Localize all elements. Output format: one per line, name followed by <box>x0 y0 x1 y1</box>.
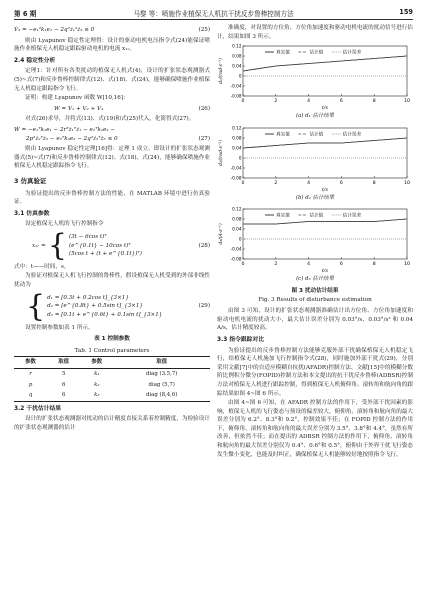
section-heading: 3.2 干扰估计结果 <box>14 405 62 412</box>
legend-label: 真实值 <box>276 213 290 219</box>
table-row: p 6 k₂ diag (5,7) <box>28 381 175 388</box>
table-row: q 6 k₃ diag (8,4,6) <box>14 390 210 401</box>
x-tick-label: 10 <box>404 262 410 268</box>
y-tick-label: 0.08 <box>232 53 242 59</box>
legend-label: 估计误差 <box>342 132 362 138</box>
control-parameters-table <box>14 356 210 401</box>
x-tick-label: 2 <box>274 262 278 268</box>
equation-27: Ẇ = −e₁ᵀk₁e₁ − 2rᵀż₁ᵀż₁ − e₂ᵀk₂e₂ − 2p²ż₂ᵀż₂ − e₃ᵀk₃e₃ − 2q²ż₃ᵀż₃ ≤ 0 (27) <box>14 126 210 142</box>
x-tick-label: 2 <box>274 99 278 105</box>
equation-29: { d₁ = [0.3t + 0.2cos t]_{3×1} d₂ = [e^{0.8t} + 0.5sin t]_{3×1} d₃ = [0.1t + e^{0.6t} + 0.1sin t]_{3×1} (29) <box>26 288 210 324</box>
subfigure-caption: (c) d₃ 估计结果 <box>296 276 334 283</box>
x-tick-label: 10 <box>404 180 410 186</box>
plot-frame <box>243 128 407 178</box>
figure-caption: 图 3 扰动估计结果 <box>291 287 339 294</box>
figure-caption-en: Fig. 3 Results of disturbance estimation <box>258 296 372 303</box>
x-axis-label: t/s <box>321 106 329 111</box>
series-line-2 <box>243 219 407 224</box>
equation-25: V̇₃ = −e₁²k₁e₁ − 2q²ż₁²ż₃ ≤ 0 (25) <box>14 27 210 33</box>
paragraph: 由图 3 可知，设计的扩张状态观测器准确估计出方位角、方位角加速度和驱动电机电流的扰动大小，最大估计误差分别为 0.03°/s、0.03°/s² 和 0.04 A/s，估计精度较高。 <box>217 308 413 332</box>
y-tick-label: 0.12 <box>232 125 242 131</box>
y-tick-label: -0.04 <box>230 246 242 252</box>
y-tick-label: 0.04 <box>232 63 242 69</box>
y-tick-label: -0.04 <box>230 165 242 171</box>
table-row: r 5 k₁ diag (3.5,7) <box>29 371 178 378</box>
paragraph: 对式(26)求导，并将式(13)、式(19)和式(25)代入，化简得式(27)。 <box>25 116 195 123</box>
header-rule <box>14 19 413 20</box>
y-axis-label: d₂/(rad·s⁻²) <box>219 139 224 166</box>
x-tick-label: 0 <box>241 99 245 105</box>
x-tick-label: 4 <box>307 180 311 186</box>
x-tick-label: 6 <box>339 99 343 105</box>
x-tick-label: 0 <box>241 180 245 186</box>
chart-d3 <box>217 205 413 273</box>
paragraph: 准确度，对设置的方位角、方位角加速度和驱动电机电流的扰动信号进行估计，结果如图 3 所示。 <box>217 25 413 40</box>
paragraph: 式中：t——时间，s。 <box>14 263 70 270</box>
y-tick-label: 0.04 <box>232 226 242 232</box>
x-tick-label: 4 <box>307 99 311 105</box>
series-line-2 <box>243 56 407 71</box>
paragraph: 定理1：针对所有各类扰动的植保无人机式(4)，设计的扩张状态观测器式(5)~式(7)和反步鲁棒控制律式(12)、式(18)、式(24)，能够确保喷施作业植保无人机稳定跟踪指令飞行。 <box>14 68 210 92</box>
y-tick-label: 0 <box>238 73 242 79</box>
y-tick-label: 0.04 <box>232 145 242 151</box>
issue-number: 第 6 期 <box>14 10 37 18</box>
chart-d2 <box>217 124 413 192</box>
paragraph: 设计的扩张状态观测器对扰动的估计精度直接关系着控制精度，为检验设计的扩张状态观测器的估计 <box>14 416 210 431</box>
y-tick-label: 0 <box>238 236 242 242</box>
y-tick-label: 0.12 <box>232 206 242 212</box>
paragraph: 由图 4~图 6 可知，在 AFADR 控制方法的作用下，受外部干扰因素的影响，植保无人机的飞行姿态与预设的偏差较大，俯仰角、滚转角和航向角的最大误差分别为 6.2°、8.3°和 9.2°，控制效果不佳；在 FOPID 控制方法的作用下，俯仰角、滚转角和航向角的最大误差分别为 3.5°、3.8°和 4.4°，虽然有所改善，但依然不佳；而在提出的 ADBSR 控制方法的作用下，俯仰角、滚转角和航向角的最大误差分别仅为 0.4°、0.6°和 0.5°，俯仰由于外界干扰飞行姿态发生微小变化，也能及时纠正，确保植保无人机能够较好地按照指令飞行。 <box>217 400 413 458</box>
paragraph: 为验证对植保无人机飞行控制的鲁棒性，假设植保无人机受到的外部非线性扰动为 <box>14 273 210 289</box>
table-header-row: 参数 取值 参数 取值 <box>14 357 210 369</box>
subfigure-caption: (a) d₁ 估计结果 <box>295 113 335 120</box>
x-axis-label: t/s <box>321 187 329 192</box>
legend-label: 真实值 <box>276 132 290 138</box>
x-tick-label: 6 <box>339 262 343 268</box>
legend-label: 估计值 <box>309 213 324 219</box>
x-tick-label: 4 <box>307 262 311 268</box>
y-tick-label: 0.08 <box>232 135 242 141</box>
x-axis-label: t/s <box>321 269 329 274</box>
page-number: 159 <box>399 8 413 16</box>
subfigure-caption: (b) d₂ 估计结果 <box>295 194 335 201</box>
right-column <box>217 24 413 460</box>
x-tick-label: 8 <box>372 262 376 268</box>
paragraph: 为验证提出的反步鲁棒控制方法能够克服外部干扰确保植保无人机稳定飞行，给植保无人机施加飞行控制指令式(28)，同时施加外部干扰式(29)，分别采用文献[7]中的自适应模糊自抗扰(AFADR)控制方法、文献[15]中的模糊分数阶比例积分微分(FOPID)控制方法和本文提出的抗干扰反步鲁棒(ADBSR)控制方法对植保无人机进行跟踪控制，得到植保无人机俯仰角、滚转角和航向角的跟踪结果如图 4~图 6 所示。 <box>217 347 413 397</box>
x-tick-label: 0 <box>241 262 245 268</box>
legend-label: 真实值 <box>276 50 290 56</box>
y-axis-label: d₁/(rad·s⁻¹) <box>219 58 224 85</box>
x-tick-label: 2 <box>274 180 278 186</box>
section-heading: 2.4 稳定性分析 <box>14 57 56 64</box>
y-tick-label: 0.12 <box>232 43 242 49</box>
y-tick-label: -0.08 <box>230 93 242 99</box>
paragraph: 则由 Lyapunov 稳定性定理[16]得：定理 1 成立。即设计的扩张状态观测器式(5)~式(7)和反步鲁棒控制律式(12)、式(18)、式(24)，能够确保喷施作业植保无人机稳定跟踪指令飞行。 <box>14 146 210 170</box>
y-tick-label: -0.08 <box>230 175 242 181</box>
x-tick-label: 6 <box>339 180 343 186</box>
plot-frame <box>243 209 407 259</box>
equation-26: W = V₁ + V₂ + V₃ (26) <box>54 105 210 112</box>
x-tick-label: 8 <box>372 99 376 105</box>
left-column <box>14 24 210 434</box>
paragraph: 证明：构建 Lyapunov 函数 W[10,16]： <box>25 95 129 102</box>
section-heading: 3 仿真验证 <box>14 176 47 185</box>
y-tick-label: -0.08 <box>230 256 242 262</box>
legend-label: 估计值 <box>309 50 324 56</box>
legend-label: 估计误差 <box>342 50 362 56</box>
paragraph: 为验证提出的反步鲁棒控制方法的性能，在 MATLAB 环境中进行仿真验证。 <box>14 190 210 206</box>
legend-label: 估计误差 <box>342 213 362 219</box>
y-tick-label: -0.04 <box>230 83 242 89</box>
y-axis-label: d₃/(A·s⁻¹) <box>219 223 224 246</box>
paragraph: 设置控制参数如表 1 所示。 <box>25 324 94 331</box>
legend-label: 估计值 <box>309 132 324 138</box>
chart-d1 <box>217 42 413 110</box>
table-caption: 表 1 控制参数 <box>94 336 130 343</box>
paragraph: 设定植保无人机的飞行控制指令 <box>25 221 104 228</box>
series-line-2 <box>243 138 407 148</box>
table-caption-en: Tab. 1 Control parameters <box>74 347 150 354</box>
section-heading: 3.3 指令跟踪对比 <box>217 336 265 343</box>
section-heading: 3.1 仿真参数 <box>14 210 50 217</box>
running-header <box>14 6 413 20</box>
equation-28: x₁ᵣ = { (3t − 6cos t)ᵀ (e^{0.1t} − 10cos t)ᵀ (5cos t + (t + e^{0.1t})ᵀ) (28) <box>32 227 210 263</box>
y-tick-label: 0.08 <box>232 216 242 222</box>
x-tick-label: 8 <box>372 180 376 186</box>
running-title: 马黎 等：喷施作业植保无人机抗干扰反步鲁棒控制方法 <box>133 10 294 18</box>
plot-frame <box>243 46 407 96</box>
x-tick-label: 10 <box>404 99 410 105</box>
y-tick-label: 0 <box>238 155 242 161</box>
paragraph: 则由 Lyapunov 稳定性定理得：设计的驱动电机电压指令式(24)能保证喷施作业植保无人机稳定跟踪驱动电机的电流 x₁ᵣ。 <box>14 37 210 53</box>
